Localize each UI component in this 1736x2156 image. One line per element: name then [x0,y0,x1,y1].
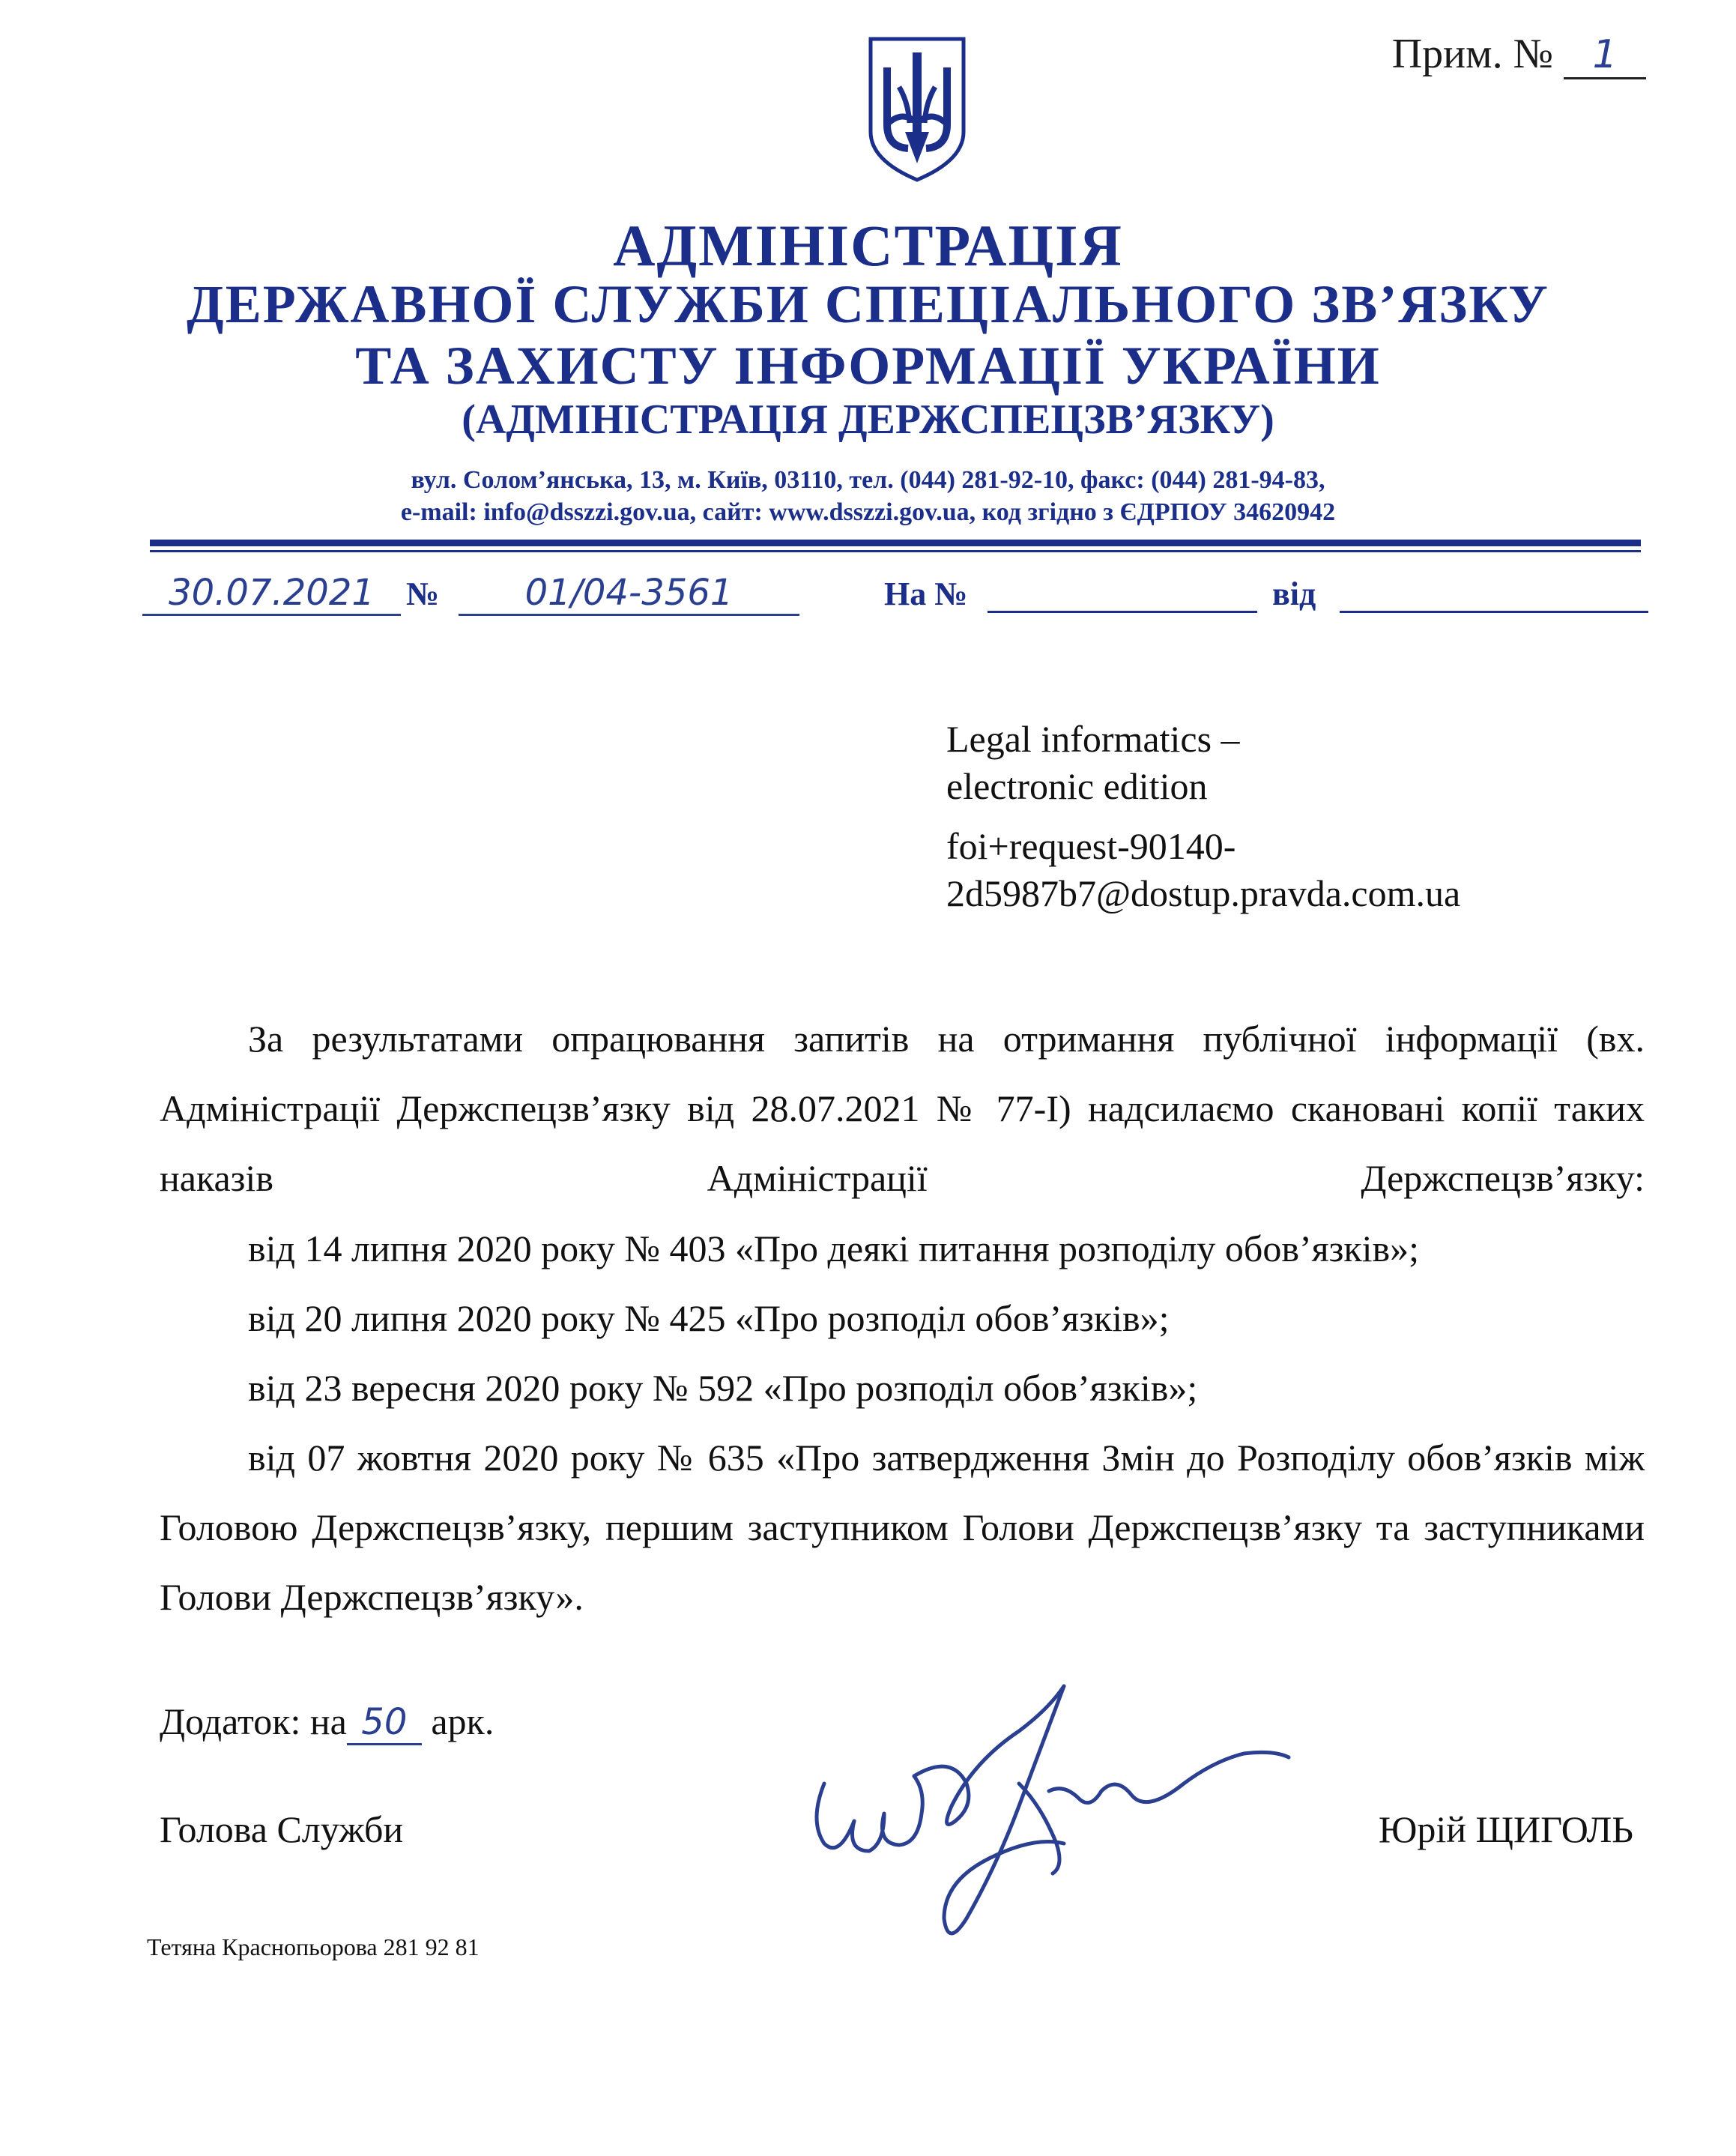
registration-line [142,566,1648,626]
attachment-suffix: арк. [431,1700,495,1742]
registration-date: 30.07.2021 [142,572,401,616]
trident-coat-of-arms-icon [865,34,970,184]
prim-number: 1 [1564,32,1646,79]
handwritten-signature-icon [794,1671,1349,1971]
executor-contact: Тетяна Краснопьорова 281 92 81 [147,1933,480,1960]
address-line: вул. Солом’янська, 13, м. Київ, 03110, тел. (044) 281-92-10, факс: (044) 281-94-83, [411,466,1325,494]
header-rule-thick [150,540,1641,546]
reply-date-label: від [1272,576,1316,612]
order-item: від 23 вересня 2020 року № 592 «Про розподіл обов’язків»; [248,1367,1198,1409]
attachment-prefix: Додаток: на [160,1700,347,1742]
reply-to-blank [988,611,1257,613]
order-item: від 07 жовтня 2020 року № 635 «Про затвердження Змін до Розподілу обов’язків між Головою Держспецзв’язку, першим заступником Голови Держспецзв’язку та заступниками Голови Держспецзв’язку». [160,1437,1645,1618]
addressee-email-line2: 2d5987b7@dostup.pravda.com.ua [946,872,1461,914]
order-item: від 20 липня 2020 року № 425 «Про розподіл обов’язків»; [248,1297,1170,1339]
registration-number-label: № [406,576,440,612]
org-short-name: (АДМІНІСТРАЦІЯ ДЕРЖСПЕЦЗВ’ЯЗКУ) [462,396,1274,443]
signer-position: Голова Служби [160,1808,404,1850]
attachment-number [1392,30,1646,79]
intro-paragraph: За результатами опрацювання запитів на отримання публічної інформації (вх. Адміністрації Держспецзв’язку від 28.07.2021 № 77-І) надсилаємо скановані копії таких наказів Адміністрації Держспецзв’язку: [160,1018,1645,1199]
order-item: від 14 липня 2020 року № 403 «Про деякі питання розподілу обов’язків»; [248,1228,1420,1269]
email-line: e-mail: info@dsszzi.gov.ua, сайт: www.dsszzi.gov.ua, код згідно з ЄДРПОУ 34620942 [400,498,1336,526]
org-name-line1: АДМІНІСТРАЦІЯ [613,213,1123,278]
org-name-line2: ДЕРЖАВНОЇ СЛУЖБИ СПЕЦІАЛЬНОГО ЗВ’ЯЗКУ [187,274,1549,334]
addressee-email-line1: foi+request-90140- [946,825,1236,867]
reply-date-blank [1340,611,1648,613]
org-name-line3: ТА ЗАХИСТУ ІНФОРМАЦІЇ УКРАЇНИ [355,336,1381,396]
attachment-note [160,1700,494,1745]
registration-number: 01/04-3561 [459,572,799,616]
signer-name: Юрій ЩИГОЛЬ [1379,1808,1633,1850]
prim-label: Прим. № [1391,31,1553,77]
addressee-line2: electronic edition [946,765,1208,807]
reply-to-label: На № [884,576,968,612]
addressee-line1: Legal informatics – [946,718,1240,760]
attachment-count: 50 [347,1701,422,1745]
header-rule-thin [150,550,1641,552]
